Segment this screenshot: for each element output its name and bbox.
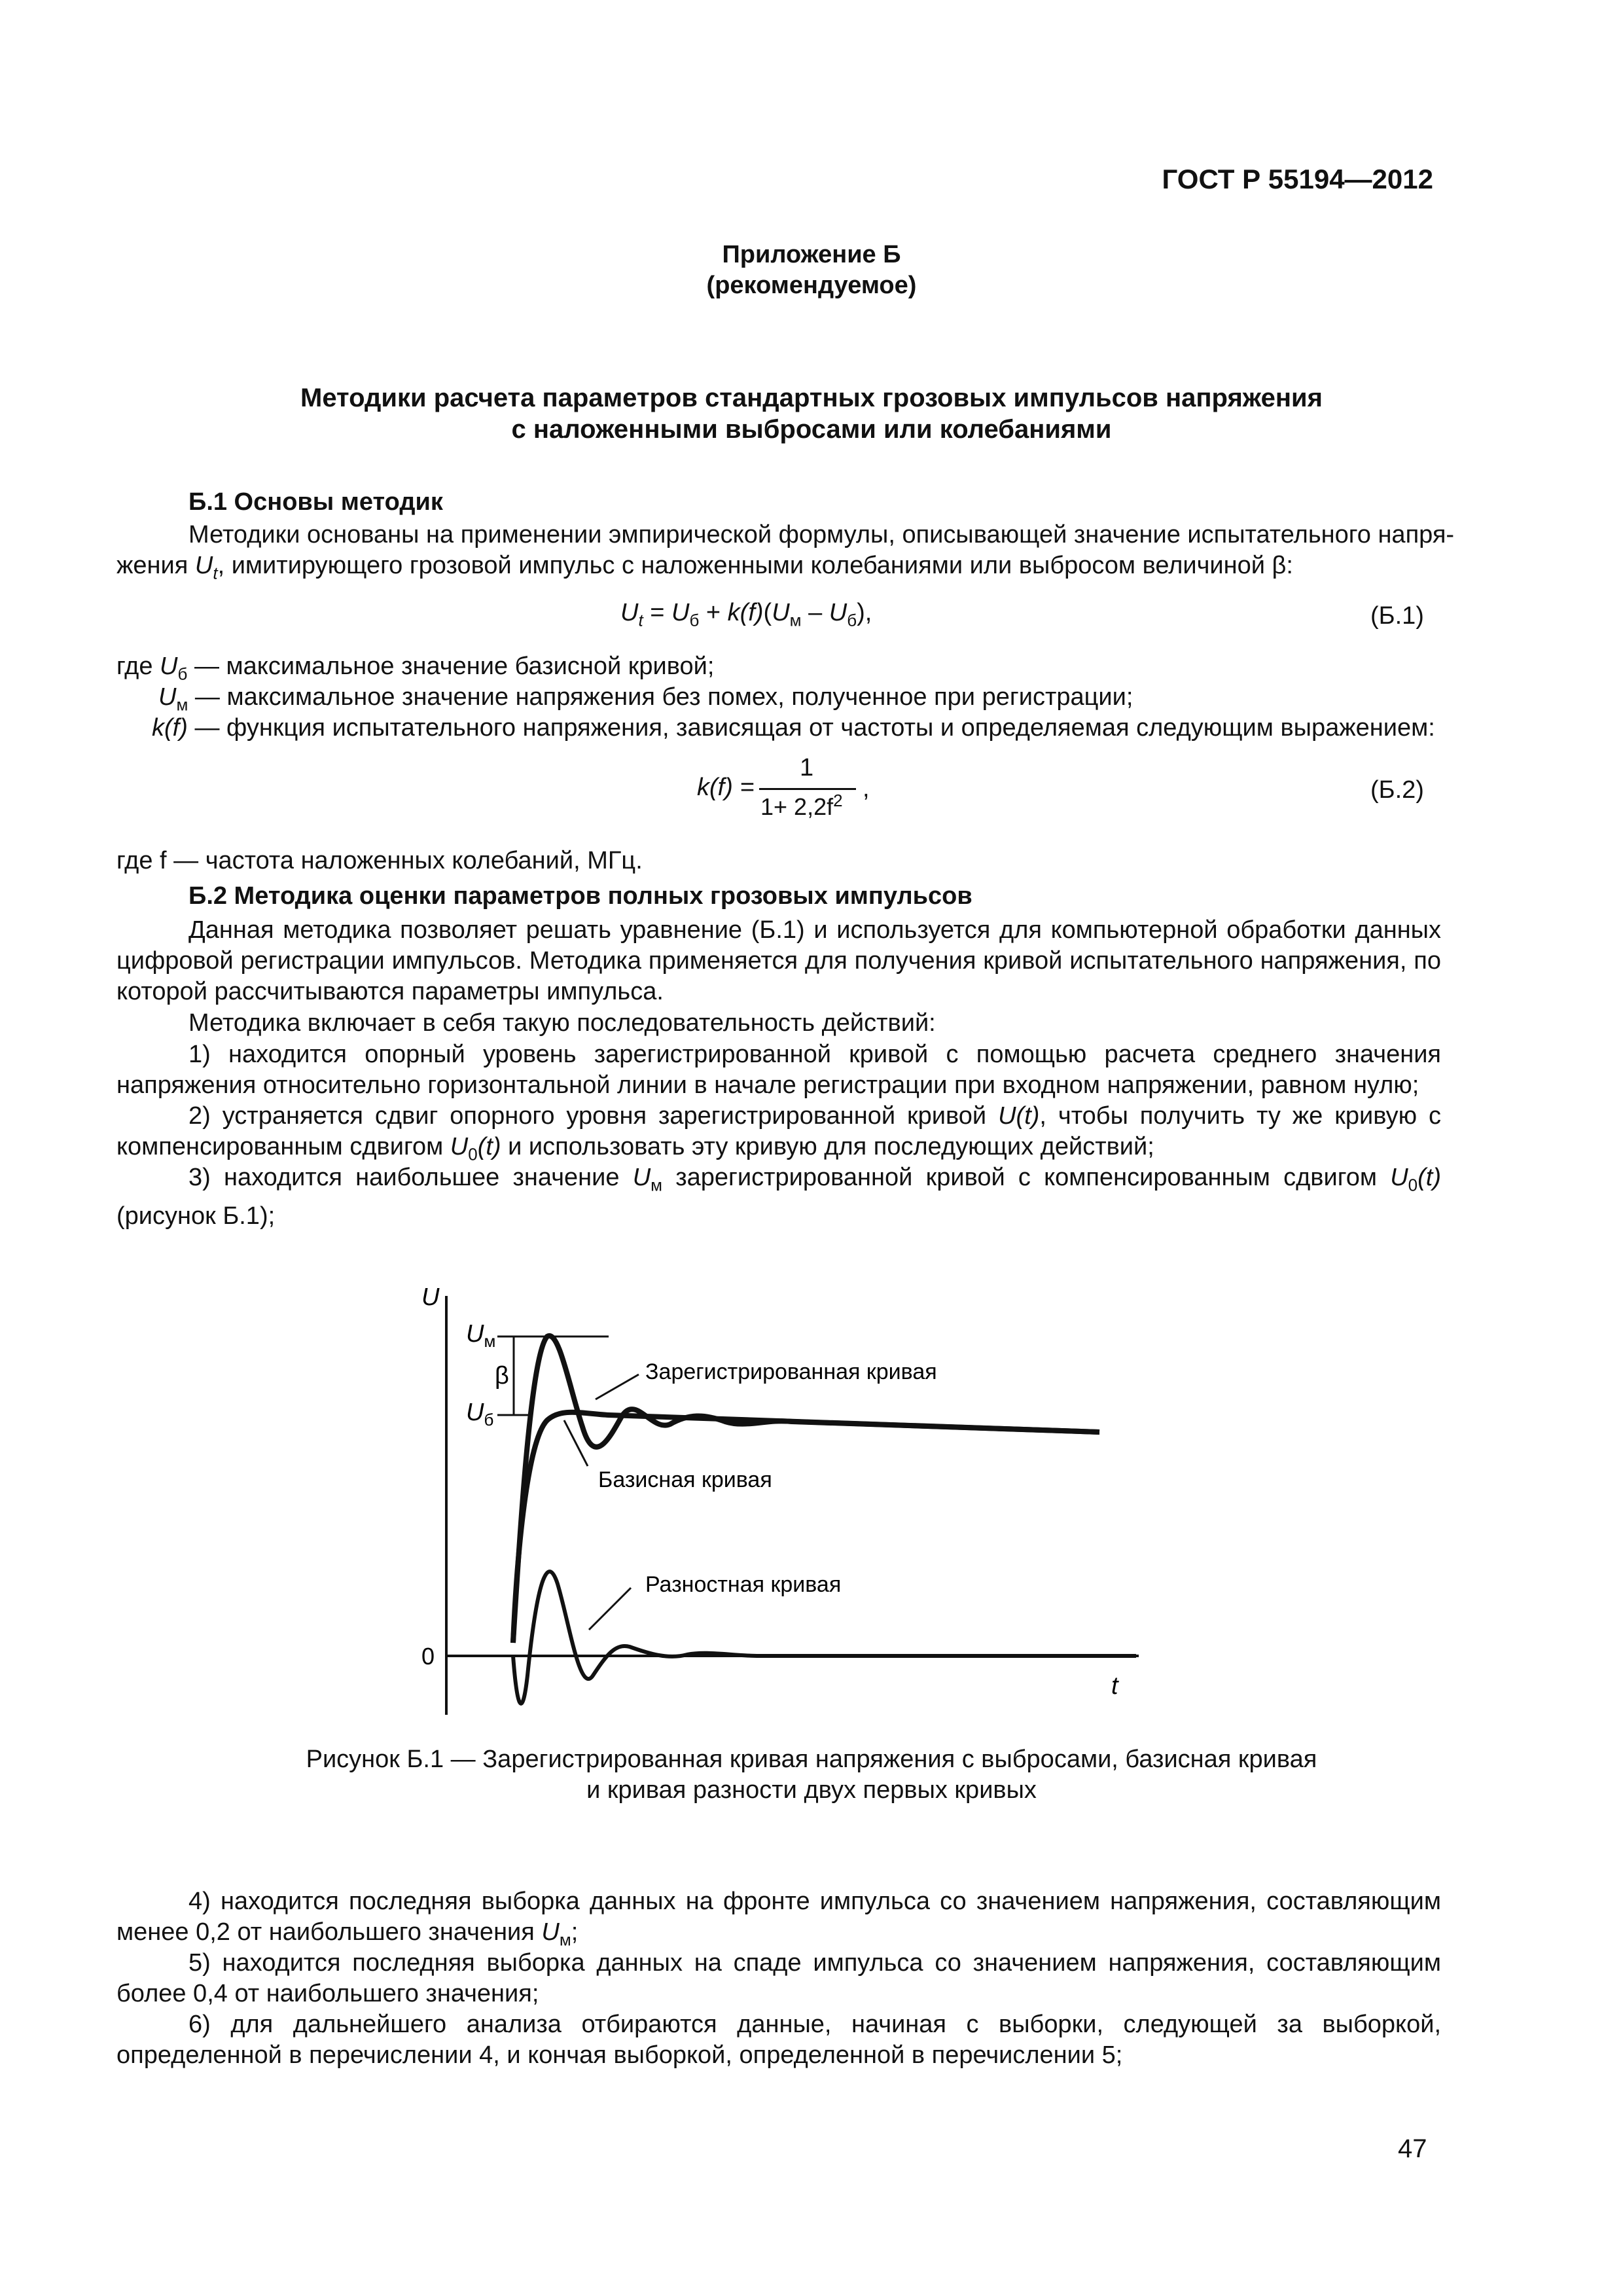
page-number: 47: [1398, 2134, 1427, 2163]
formula-b2-number: (Б.2): [1370, 776, 1424, 804]
difference-curve-leader: [589, 1588, 631, 1630]
b1-intro-line1: Методики основаны на применении эмпирической формулы, описывающей значение испытательного напря-: [188, 521, 1455, 548]
formula-b1-number: (Б.1): [1370, 602, 1424, 630]
appendix-note: (рекомендуемое): [706, 272, 917, 299]
formula-b2-denominator: $1+ 2,2f^2$: [760, 791, 843, 820]
main-title-line2: с наложенными выбросами или колебаниями: [511, 415, 1112, 444]
figure-caption-line1: Рисунок Б.1 — Зарегистрированная кривая напряжения с выбросами, базисная кривая: [306, 1746, 1317, 1773]
b2-paragraph-2: Методика включает в себя такую последовательность действий:: [188, 1009, 936, 1037]
figure-b1: [393, 1276, 1178, 1700]
b2-paragraph-1: Данная методика позволяет решать уравнение (Б.1) и используется для компьютерной обработки данных цифровой регистрации импульсов. Методика применяется для получения кривой испытательного напряжения, по которой рассчитываются параметры импульса.: [116, 916, 1441, 1005]
where-f: где f — частота наложенных колебаний, МГц.: [116, 847, 643, 874]
difference-curve-label: Разностная кривая: [645, 1572, 842, 1597]
symbol-u: U: [194, 552, 213, 579]
b1-intro-line2: [116, 550, 1293, 589]
where-um: $U_м$ — максимальное значение напряжения без помех, полученное при регистрации;: [158, 683, 1133, 715]
b1-intro-text-a: жения: [116, 552, 195, 579]
b2-item-4: 4) находится последняя выборка данных на фронте импульса со значением напряжения, составляющим менее 0,2 от наибольшего значения $U_м$;: [116, 1888, 1441, 1950]
x-axis-label: t: [1111, 1672, 1118, 1700]
formula-b2-fraction-bar: [759, 788, 856, 790]
formula-b2-numerator: 1: [800, 754, 814, 781]
ub-label: $U_б$: [466, 1399, 494, 1429]
document-id: ГОСТ Р 55194—2012: [1162, 164, 1433, 194]
figure-caption-line2: и кривая разности двух первых кривых: [586, 1776, 1037, 1804]
where-kf: k(f) — функция испытательного напряжения, зависящая от частоты и определяемая следующим выражением:: [152, 714, 1435, 742]
b2-item-2: 2) устраняется сдвиг опорного уровня зарегистрированной кривой U(t), чтобы получить ту же кривую с компенсированным сдвигом $U_0(t)$ и использовать эту кривую для последующих действий;: [116, 1102, 1442, 1164]
where-ub: где $U_б$ — максимальное значение базисной кривой;: [116, 653, 715, 684]
b2-item-3: 3) находится наибольшее значение $U_м$ зарегистрированной кривой с компенсированным сдвигом $U_0(t)$ (рисунок Б.1);: [116, 1164, 1441, 1230]
registered-curve-label: Зарегистрированная кривая: [645, 1359, 937, 1384]
appendix-title: Приложение Б: [722, 241, 901, 268]
section-b2-heading: Б.2 Методика оценки параметров полных грозовых импульсов: [188, 882, 972, 910]
symbol-sub-t: t: [213, 563, 218, 583]
base-curve-label: Базисная кривая: [598, 1467, 772, 1492]
um-label: $U_м$: [466, 1320, 496, 1351]
beta-label: β: [495, 1362, 509, 1390]
zero-label: 0: [421, 1643, 435, 1670]
main-title-line1: Методики расчета параметров стандартных грозовых импульсов напряжения: [300, 384, 1323, 412]
b2-item-1: 1) находится опорный уровень зарегистрированной кривой с помощью расчета среднего значения напряжения относительно горизонтальной линии в начале регистрации при входном напряжении, равном нулю;: [116, 1041, 1441, 1099]
formula-b2-tail: ,: [863, 775, 870, 802]
formula-b1: $U_t = U_б + k(f)(U_м - U_б)$,: [620, 599, 872, 630]
registered-curve-leader: [596, 1374, 639, 1399]
b1-intro-text-b: , имитирующего грозовой импульс с наложенными колебаниями или выбросом величиной β:: [217, 552, 1293, 579]
formula-b2-lhs: k(f) =: [697, 774, 755, 801]
b2-item-6: 6) для дальнейшего анализа отбираются данные, начиная с выборки, следующей за выборкой, определенной в перечислении 4, и кончая выборкой, определенной в перечислении 5;: [116, 2011, 1441, 2069]
y-axis-label: U: [421, 1283, 440, 1311]
b2-item-5: 5) находится последняя выборка данных на спаде импульса со значением напряжения, составляющим более 0,4 от наибольшего значения;: [116, 1949, 1441, 2007]
section-b1-heading: Б.1 Основы методик: [188, 488, 443, 516]
